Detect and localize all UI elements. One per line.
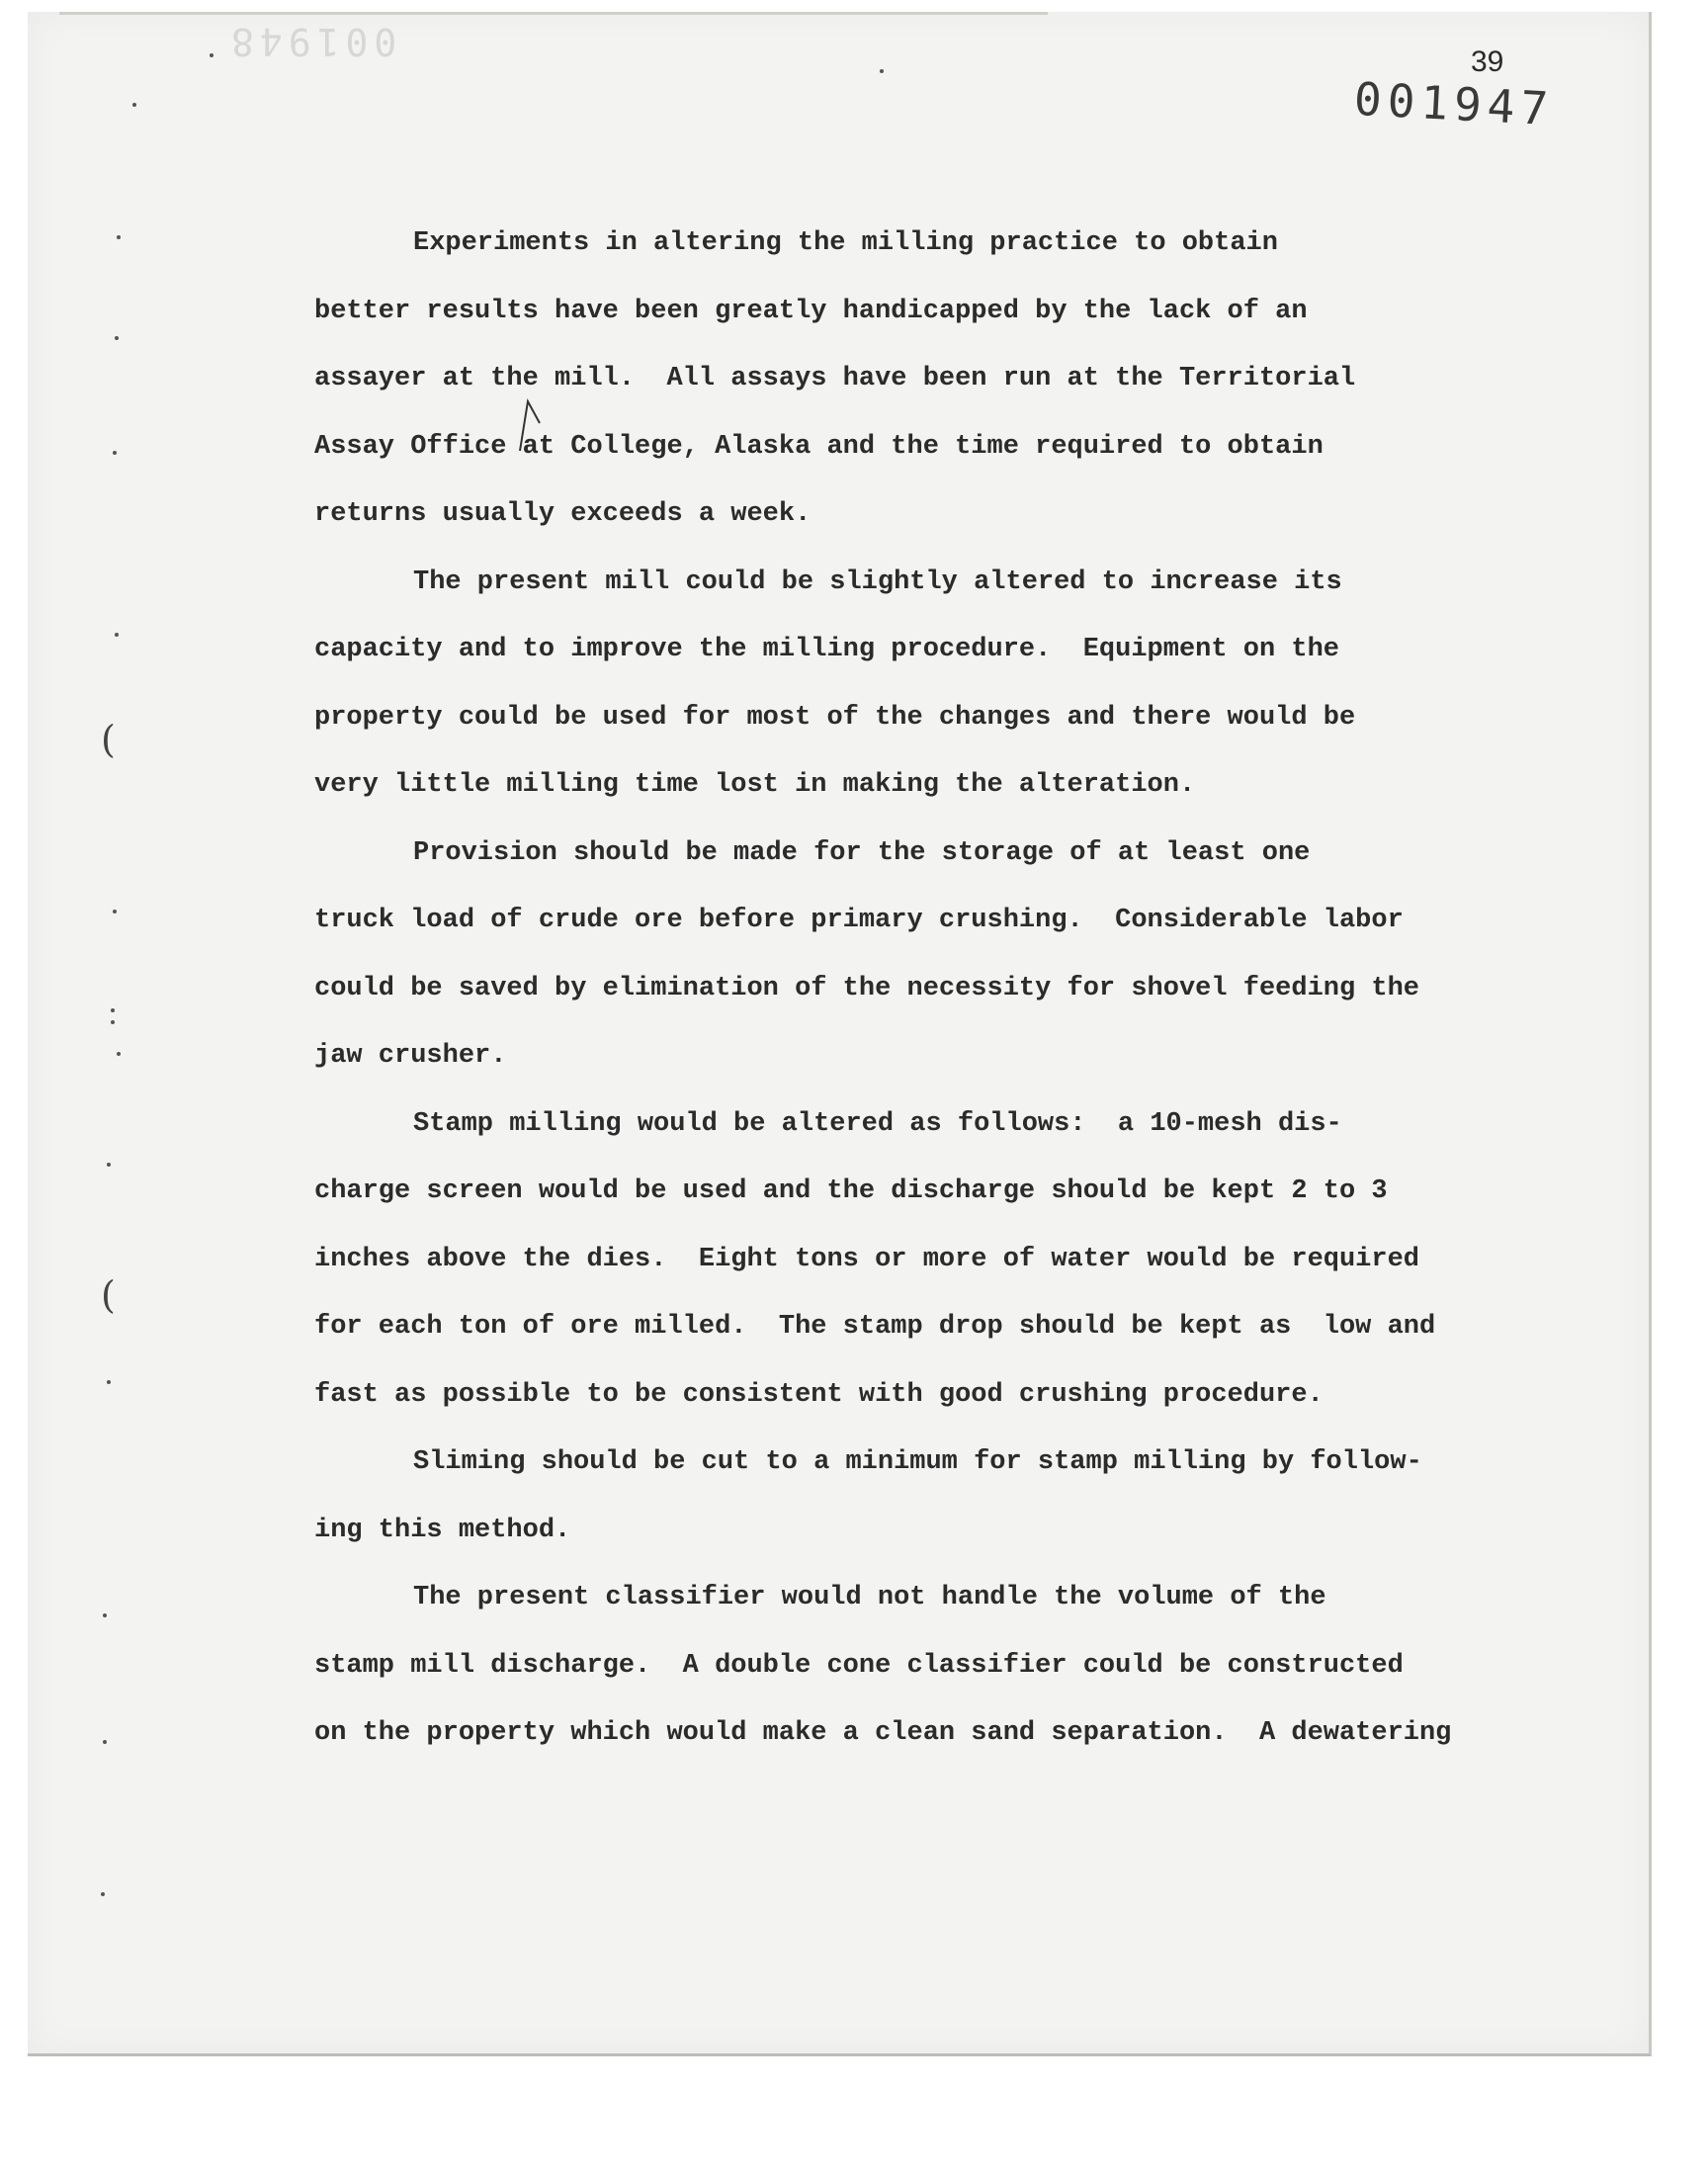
text-line: returns usually exceeds a week. <box>314 499 811 529</box>
text-line: jaw crusher. <box>314 1041 507 1071</box>
paragraph-5 <box>314 1429 1500 1564</box>
text-line: fast as possible to be consistent with good crushing procedure. <box>314 1379 1324 1410</box>
text-line: charge screen would be used and the discharge should be kept 2 to 3 <box>314 1176 1388 1206</box>
text-line: Stamp milling would be altered as follows: a 10-mesh dis- <box>413 1108 1342 1139</box>
text-line: The present classifier would not handle the volume of the <box>413 1583 1326 1612</box>
sheet-top-edge <box>59 12 1048 15</box>
text-line: Sliming should be cut to a minimum for stamp milling by follow- <box>413 1447 1422 1477</box>
margin-parenthesis-mark: ( <box>101 718 116 761</box>
scan-dot <box>111 1020 115 1024</box>
text-line: assayer at the mill. All assays have been run at the Territorial <box>314 364 1356 393</box>
document-number-stamp: 001947 <box>1352 71 1556 136</box>
text-line: stamp mill discharge. A double cone classifier could be constructed <box>314 1650 1404 1681</box>
scan-dot <box>103 1740 107 1744</box>
text-line: very little milling time lost in making the alteration. <box>314 770 1196 800</box>
text-line: property could be used for most of the changes and there would be <box>314 702 1356 733</box>
text-line: inches above the dies. Eight tons or more of water would be required <box>314 1244 1419 1274</box>
document-body <box>314 210 1500 1768</box>
scan-dot <box>115 633 119 637</box>
paragraph-1 <box>314 210 1500 549</box>
scan-dot <box>111 1008 115 1012</box>
scan-dot <box>101 1892 105 1896</box>
margin-parenthesis-mark: ( <box>101 1273 116 1317</box>
paragraph-4 <box>314 1090 1500 1430</box>
text-line: truck load of crude ore before primary crushing. Considerable labor <box>314 906 1404 935</box>
scan-dot <box>113 451 117 455</box>
scan-dot <box>117 1052 121 1056</box>
text-line: on the property which would make a clean sand separation. A dewatering <box>314 1718 1452 1748</box>
text-line: ing this method. <box>314 1515 571 1545</box>
text-line: for each ton of ore milled. The stamp drop should be kept as low and <box>314 1312 1436 1342</box>
bleed-through-number: 001948 <box>225 20 397 63</box>
scan-dot <box>103 1613 107 1617</box>
text-line: capacity and to improve the milling procedure. Equipment on the <box>314 635 1339 664</box>
paragraph-3 <box>314 820 1500 1090</box>
scan-dot <box>117 235 121 239</box>
text-line: Provision should be made for the storage of at least one <box>413 837 1311 868</box>
text-line: could be saved by elimination of the necessity for shovel feeding the <box>314 973 1419 1003</box>
scan-dot <box>107 1380 111 1384</box>
scan-dot <box>107 1163 111 1167</box>
scan-dot <box>132 103 136 107</box>
text-line: better results have been greatly handicapped by the lack of an <box>314 296 1308 326</box>
paragraph-6 <box>314 1564 1500 1768</box>
text-line: Assay Office at College, Alaska and the time required to obtain <box>314 431 1324 462</box>
text-line: The present mill could be slightly altered to increase its <box>413 566 1342 597</box>
text-line: Experiments in altering the milling practice to obtain <box>413 228 1278 258</box>
paragraph-2 <box>314 549 1500 820</box>
scan-dot <box>880 69 884 73</box>
scan-dot <box>113 910 117 914</box>
page-number: 39 <box>1471 45 1504 78</box>
scan-dot <box>115 336 119 340</box>
scan-dot <box>210 53 214 57</box>
